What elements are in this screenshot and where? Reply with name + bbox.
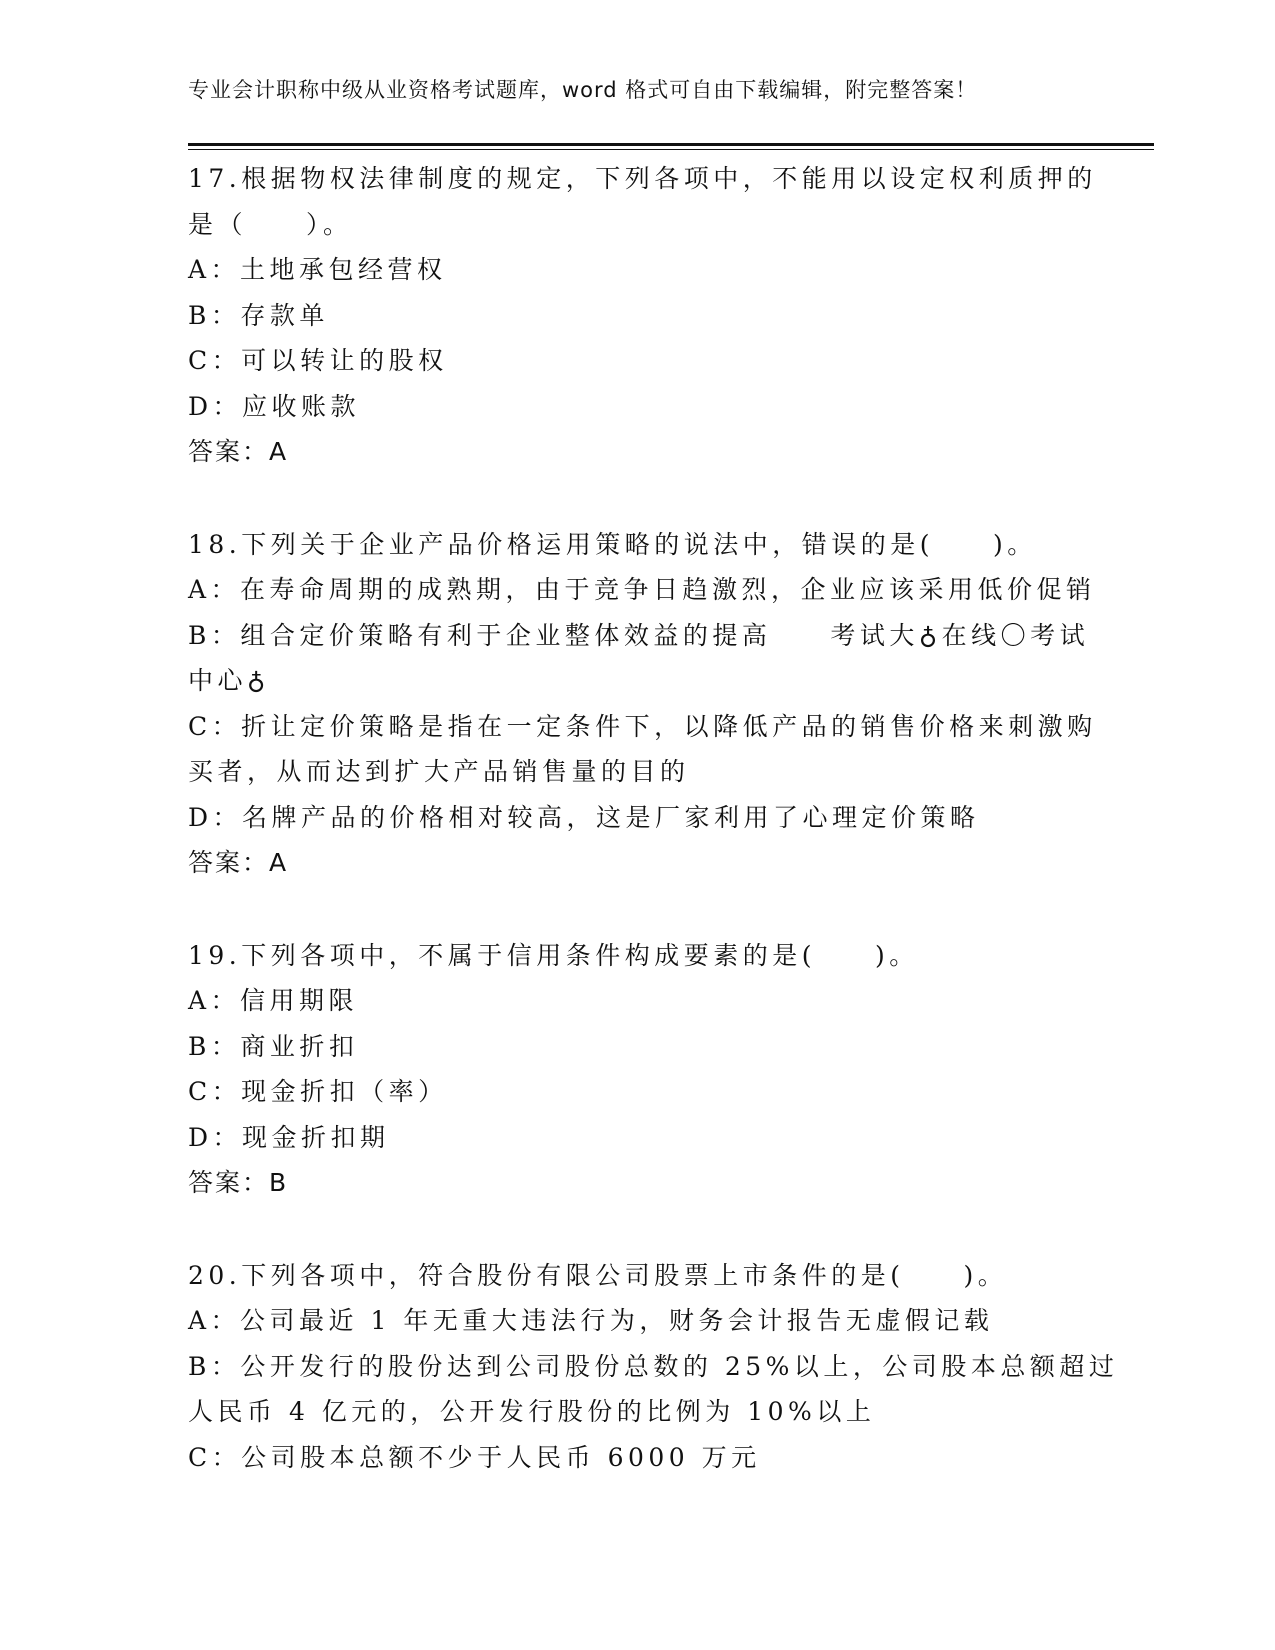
answer-line: 答案：A <box>188 437 289 466</box>
header-rule-thick <box>188 143 1154 146</box>
header-rule-thin <box>188 149 1154 150</box>
question-text-line: A：在寿命周期的成熟期，由于竞争日趋激烈，企业应该采用低价促销 <box>188 575 1096 604</box>
question-text-line: B：组合定价策略有利于企业整体效益的提高 考试大♁在线〇考试 <box>188 620 1090 650</box>
answer-line: 答案：B <box>188 1168 289 1197</box>
question-text-line: D：现金折扣期 <box>188 1122 390 1152</box>
question-text-line: 中心♁ <box>188 666 270 695</box>
question-text-line: C：可以转让的股权 <box>188 346 448 375</box>
question-block <box>188 522 1097 886</box>
question-block <box>188 933 1088 1206</box>
question-text-line: C：现金折扣（率） <box>188 1077 448 1106</box>
question-block <box>188 156 1097 475</box>
question-text-line: 人民币 4 亿元的，公开发行股份的比例为 10%以上 <box>188 1397 876 1426</box>
question-stem: 17.根据物权法律制度的规定，下列各项中，不能用以设定权利质押的 <box>188 164 1097 193</box>
question-text-line: 买者，从而达到扩大产品销售量的目的 <box>188 757 690 786</box>
question-text-line: 是（ ）。 <box>188 209 353 239</box>
question-block <box>188 1253 1119 1481</box>
question-text-line: C：折让定价策略是指在一定条件下，以降低产品的销售价格来刺激购 <box>188 711 1097 741</box>
page-header: 专业会计职称中级从业资格考试题库，word 格式可自由下载编辑，附完整答案！ <box>188 78 978 102</box>
answer-line: 答案：A <box>188 848 289 877</box>
question-text-line: A：公司最近 1 年无重大违法行为，财务会计报告无虚假记载 <box>188 1306 994 1335</box>
question-text-line: B：存款单 <box>188 300 329 330</box>
question-list <box>188 156 1119 1527</box>
question-text-line: A：土地承包经营权 <box>188 255 447 284</box>
question-text-line: B：公开发行的股份达到公司股份总数的 25%以上，公司股本总额超过 <box>188 1351 1119 1381</box>
question-stem: 20.下列各项中，符合股份有限公司股票上市条件的是( )。 <box>188 1260 1008 1290</box>
question-text-line: B：商业折扣 <box>188 1031 359 1061</box>
question-text-line: D：名牌产品的价格相对较高，这是厂家利用了心理定价策略 <box>188 802 980 832</box>
question-text-line: D：应收账款 <box>188 391 361 421</box>
question-text-line: A：信用期限 <box>188 986 359 1015</box>
question-stem: 18.下列关于企业产品价格运用策略的说法中，错误的是( )。 <box>188 529 1037 559</box>
question-stem: 19.下列各项中，不属于信用条件构成要素的是( )。 <box>188 940 919 970</box>
question-text-line: C：公司股本总额不少于人民币 6000 万元 <box>188 1442 761 1472</box>
